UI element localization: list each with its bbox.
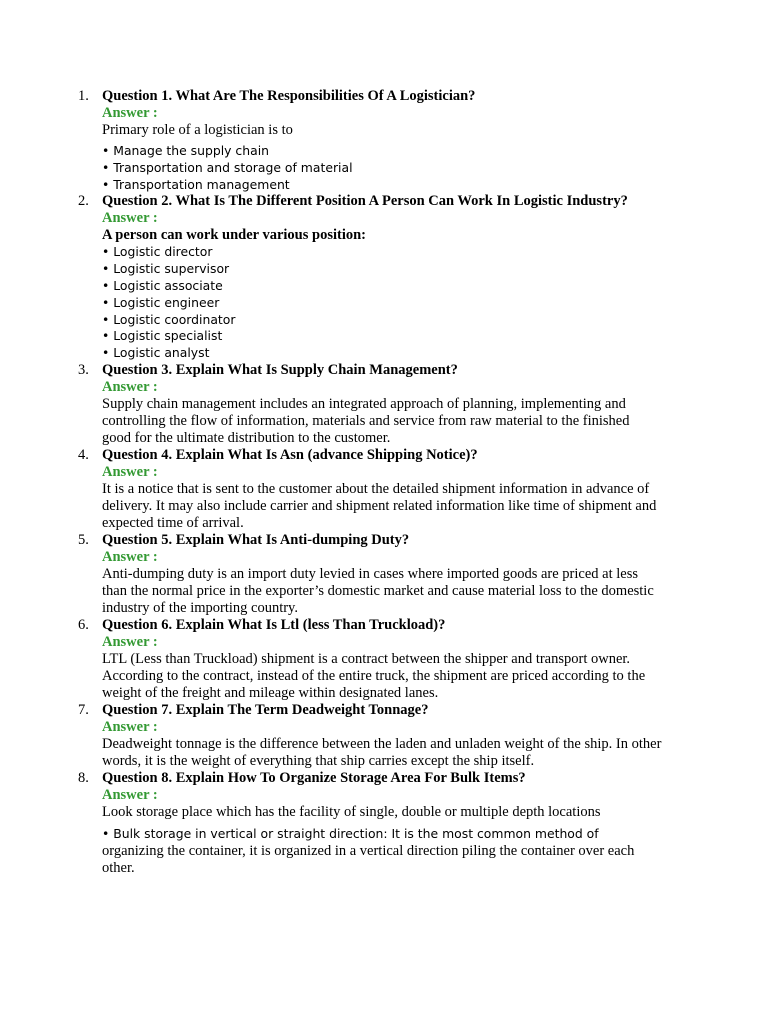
answer-text: Deadweight tonnage is the difference between the laden and unladen weight of the ship. In other words, it is the weight of everything that ship carries except the ship itself. bbox=[102, 735, 662, 769]
bullet-continuation: organizing the container, it is organized in a vertical direction piling the container over each other. bbox=[102, 842, 635, 876]
question-text: Question 5. Explain What Is Anti-dumping Duty? bbox=[102, 531, 410, 548]
question-text: Question 2. What Is The Different Position A Person Can Work In Logistic Industry? bbox=[102, 193, 628, 210]
item-number: 5. bbox=[78, 531, 89, 548]
item-number: 8. bbox=[78, 769, 89, 786]
question-text: Question 3. Explain What Is Supply Chain Management? bbox=[102, 361, 458, 378]
item-number: 3. bbox=[78, 361, 89, 378]
bullet-item: • Logistic specialist bbox=[102, 328, 223, 344]
item-number: 6. bbox=[78, 616, 89, 633]
answer-text: Look storage place which has the facility of single, double or multiple depth locations bbox=[102, 803, 601, 820]
answer-label: Answer : bbox=[102, 718, 158, 735]
qa-item bbox=[0, 617, 662, 702]
answer-label: Answer : bbox=[102, 633, 158, 650]
item-number: 4. bbox=[78, 446, 89, 463]
question-text: Question 6. Explain What Is Ltl (less Than Truckload)? bbox=[102, 616, 446, 633]
qa-list bbox=[0, 88, 768, 877]
answer-label: Answer : bbox=[102, 378, 158, 395]
question-text: Question 7. Explain The Term Deadweight Tonnage? bbox=[102, 701, 429, 718]
answer-text: LTL (Less than Truckload) shipment is a contract between the shipper and transport owner. According to the contract, instead of the entire truck, the shipment are priced according to the weight of the freight and mileage within designated lanes. bbox=[102, 650, 646, 701]
bullet-item: • Logistic analyst bbox=[102, 345, 210, 361]
bullet-item: • Transportation management bbox=[102, 176, 290, 192]
bullet-lead: • Bulk storage in vertical or straight direction: It is the most common method of bbox=[102, 825, 599, 841]
answer-label: Answer : bbox=[102, 463, 158, 480]
bullet-item: • Logistic coordinator bbox=[102, 311, 236, 327]
bullet-item: • Logistic engineer bbox=[102, 294, 220, 310]
bullet-item: • Logistic associate bbox=[102, 277, 223, 293]
bullet-paragraph bbox=[102, 825, 662, 877]
answer-label: Answer : bbox=[102, 548, 158, 565]
qa-item bbox=[0, 702, 662, 770]
qa-item bbox=[0, 532, 662, 617]
answer-label: Answer : bbox=[102, 105, 158, 121]
qa-item bbox=[0, 447, 662, 532]
answer-label: Answer : bbox=[102, 786, 158, 803]
answer-text: It is a notice that is sent to the customer about the detailed shipment information in advance of delivery. It may also include carrier and shipment related information like time of shipment and expected time of arrival. bbox=[102, 480, 657, 531]
item-number: 7. bbox=[78, 701, 89, 718]
item-number: 2. bbox=[78, 193, 89, 210]
qa-item bbox=[0, 193, 662, 362]
answer-text: Primary role of a logistician is to bbox=[102, 122, 293, 138]
answer-label: Answer : bbox=[102, 210, 158, 227]
question-text: Question 4. Explain What Is Asn (advance Shipping Notice)? bbox=[102, 446, 478, 463]
qa-item bbox=[0, 770, 662, 877]
question-text: Question 1. What Are The Responsibilities Of A Logistician? bbox=[102, 88, 476, 104]
answer-intro: A person can work under various position: bbox=[102, 227, 366, 244]
item-number: 1. bbox=[78, 88, 89, 104]
bullet-item: • Logistic director bbox=[102, 244, 213, 260]
question-text: Question 8. Explain How To Organize Storage Area For Bulk Items? bbox=[102, 769, 526, 786]
bullet-item: • Logistic supervisor bbox=[102, 261, 230, 277]
bullet-item: • Manage the supply chain bbox=[102, 143, 269, 158]
answer-text: Anti-dumping duty is an import duty levied in cases where imported goods are priced at less than the normal price in the exporter’s domestic market and cause material loss to the domestic industry of the importing country. bbox=[102, 565, 654, 616]
bullet-item: • Transportation and storage of material bbox=[102, 159, 353, 175]
qa-item bbox=[0, 88, 662, 193]
answer-text: Supply chain management includes an integrated approach of planning, implementing and controlling the flow of information, materials and service from raw material to the finished good for the ultimate distribution to the customer. bbox=[102, 395, 630, 446]
qa-item bbox=[0, 362, 662, 447]
